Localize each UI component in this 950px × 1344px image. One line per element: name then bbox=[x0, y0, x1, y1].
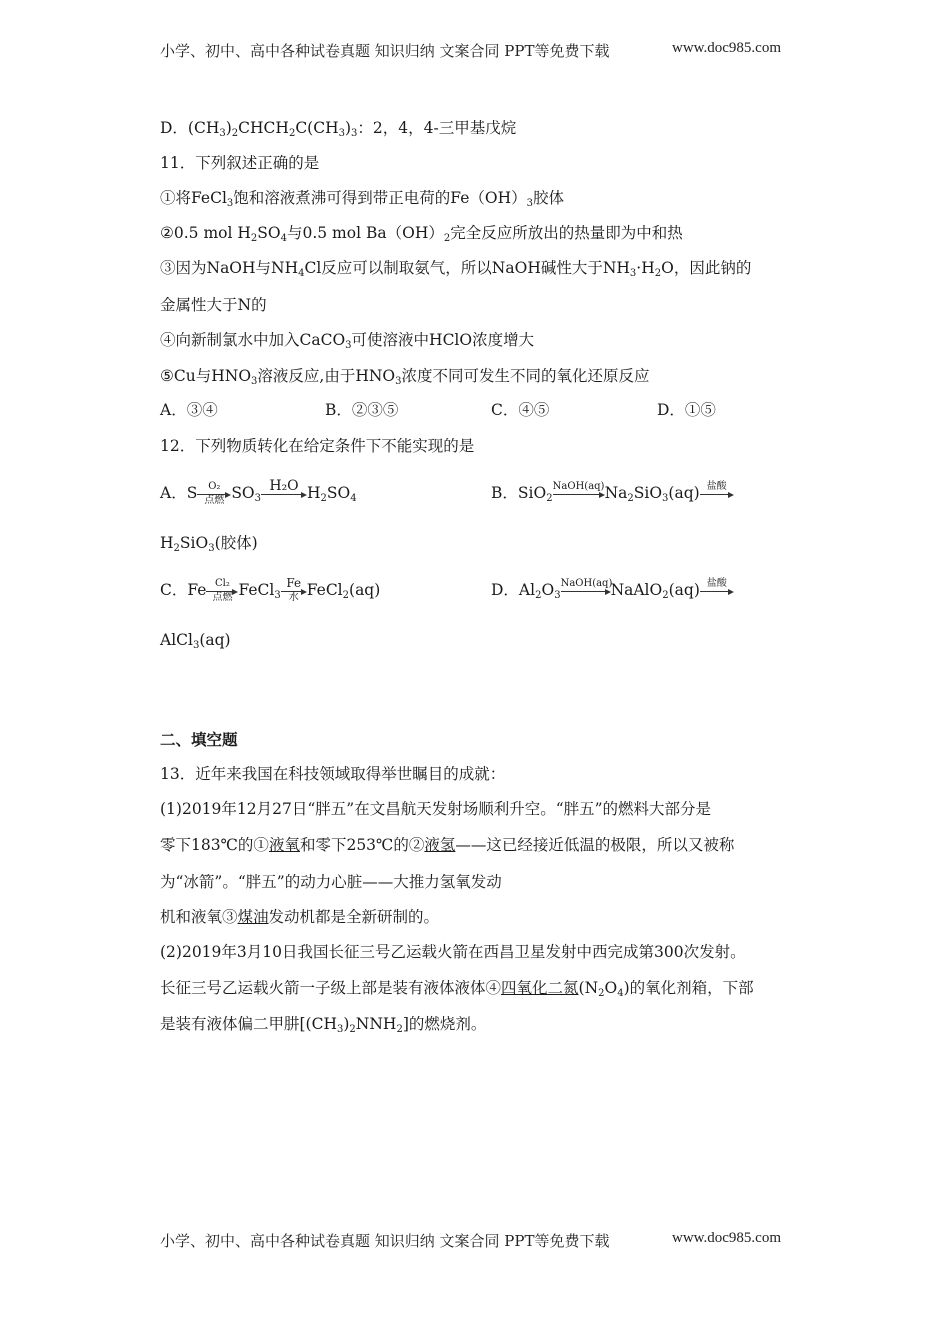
q11-statement-4: ④向新制氯水中加入CaCO$_3$可使溶液中HClO浓度增大 bbox=[160, 331, 535, 351]
footer-url: www.doc985.com bbox=[672, 1230, 782, 1246]
q13-stem: 13．近年来我国在科技领域取得举世瞩目的成就： bbox=[160, 765, 506, 783]
header-text: 小学、初中、高中各种试卷真题 知识归纳 文案合同 PPT等免费下载 bbox=[160, 42, 610, 60]
reaction-arrow: 盐酸 bbox=[700, 581, 734, 595]
reaction-arrow: H₂O bbox=[261, 484, 307, 498]
q13-para1-line4: 机和液氧③煤油发动机都是全新研制的。 bbox=[160, 908, 440, 926]
reaction-arrow: NaOH(aq) bbox=[561, 581, 611, 595]
q11-statement-3: ③因为NaOH与$NH_4Cl$反应可以制取氨气，所以NaOH碱性大于$NH_3\cdot H_2O$，因此钠的 bbox=[160, 259, 752, 279]
q11-option-a: A．③④ bbox=[160, 401, 218, 419]
q12-option-d: D．$Al_2O_3$ NaOH(aq) NaAlO$_2$(aq) 盐酸 bbox=[491, 580, 734, 600]
reaction-arrow: O₂ 点燃 bbox=[197, 484, 231, 498]
q12-option-c: C．Fe Cl₂ 点燃 FeCl$_3$ Fe 水 FeCl$_2$(aq) bbox=[160, 576, 381, 603]
q13-para1-line3: 为“冰箭”。“胖五”的动力心脏——大推力氢氧发动 bbox=[160, 873, 502, 891]
q11-statement-3-cont: 金属性大于N的 bbox=[160, 296, 267, 314]
reaction-arrow: NaOH(aq) bbox=[553, 484, 605, 498]
q12-option-a: A．S O₂ 点燃 $SO_3$ H₂O $H_2SO_4$ bbox=[160, 478, 357, 506]
header-url: www.doc985.com bbox=[672, 40, 782, 56]
q12-stem: 12．下列物质转化在给定条件下不能实现的是 bbox=[160, 437, 475, 455]
section-title: 二、填空题 bbox=[160, 730, 238, 749]
reaction-arrow: Cl₂ 点燃 bbox=[206, 581, 238, 595]
q13-para1-line2: 零下183℃的①液氧和零下253℃的②液氢——这已经接近低温的极限，所以又被称 bbox=[160, 836, 735, 854]
q11-option-b: B．②③⑤ bbox=[325, 401, 399, 419]
q10-option-d: D．$(CH_3)_2CHCH_2C(CH_3)_3$：2，4，4-三甲基戊烷 bbox=[160, 119, 517, 139]
q12-option-b: B．SiO$_2$ NaOH(aq) $Na_2SiO_3(aq)$ 盐酸 bbox=[491, 483, 734, 503]
q11-stem: 11．下列叙述正确的是 bbox=[160, 154, 320, 172]
q13-para2-line1: (2)2019年3月10日我国长征三号乙运载火箭在西昌卫星发射中西完成第300次发射。 bbox=[160, 943, 746, 961]
q11-statement-1: ①将FeCl$_3$饱和溶液煮沸可得到带正电荷的$Fe(OH)_3$胶体 bbox=[160, 189, 564, 209]
q13-para2-line3: 是装有液体偏二甲肼$[(CH_3)_2NNH_2]$的燃烧剂。 bbox=[160, 1015, 487, 1035]
q13-para1-line1: (1)2019年12月27日“胖五”在文昌航天发射场顺利升空。“胖五”的燃料大部分是 bbox=[160, 800, 712, 818]
q11-option-d: D．①⑤ bbox=[657, 401, 716, 419]
q11-statement-5: ⑤Cu与$HNO_3$溶液反应,由于$HNO_3$浓度不同可发生不同的氧化还原反应 bbox=[160, 367, 650, 387]
q12-option-d-cont: AlCl$_3$(aq) bbox=[160, 631, 231, 651]
q13-para2-line2: 长征三号乙运载火箭一子级上部是装有液体液体④四氧化二氮$(N_2O_4)$的氧化剂箱，下部 bbox=[160, 979, 754, 999]
q11-option-c: C．④⑤ bbox=[491, 401, 550, 419]
footer-text: 小学、初中、高中各种试卷真题 知识归纳 文案合同 PPT等免费下载 bbox=[160, 1232, 610, 1250]
reaction-arrow: Fe 水 bbox=[281, 581, 307, 595]
q11-statement-2: ②0.5 mol $H_2SO_4$与0.5 mol $Ba(OH)_2$完全反应所放出的热量即为中和热 bbox=[160, 224, 683, 244]
reaction-arrow: 盐酸 bbox=[700, 484, 734, 498]
q12-option-b-cont: $H_2SiO_3$(胶体) bbox=[160, 534, 258, 554]
